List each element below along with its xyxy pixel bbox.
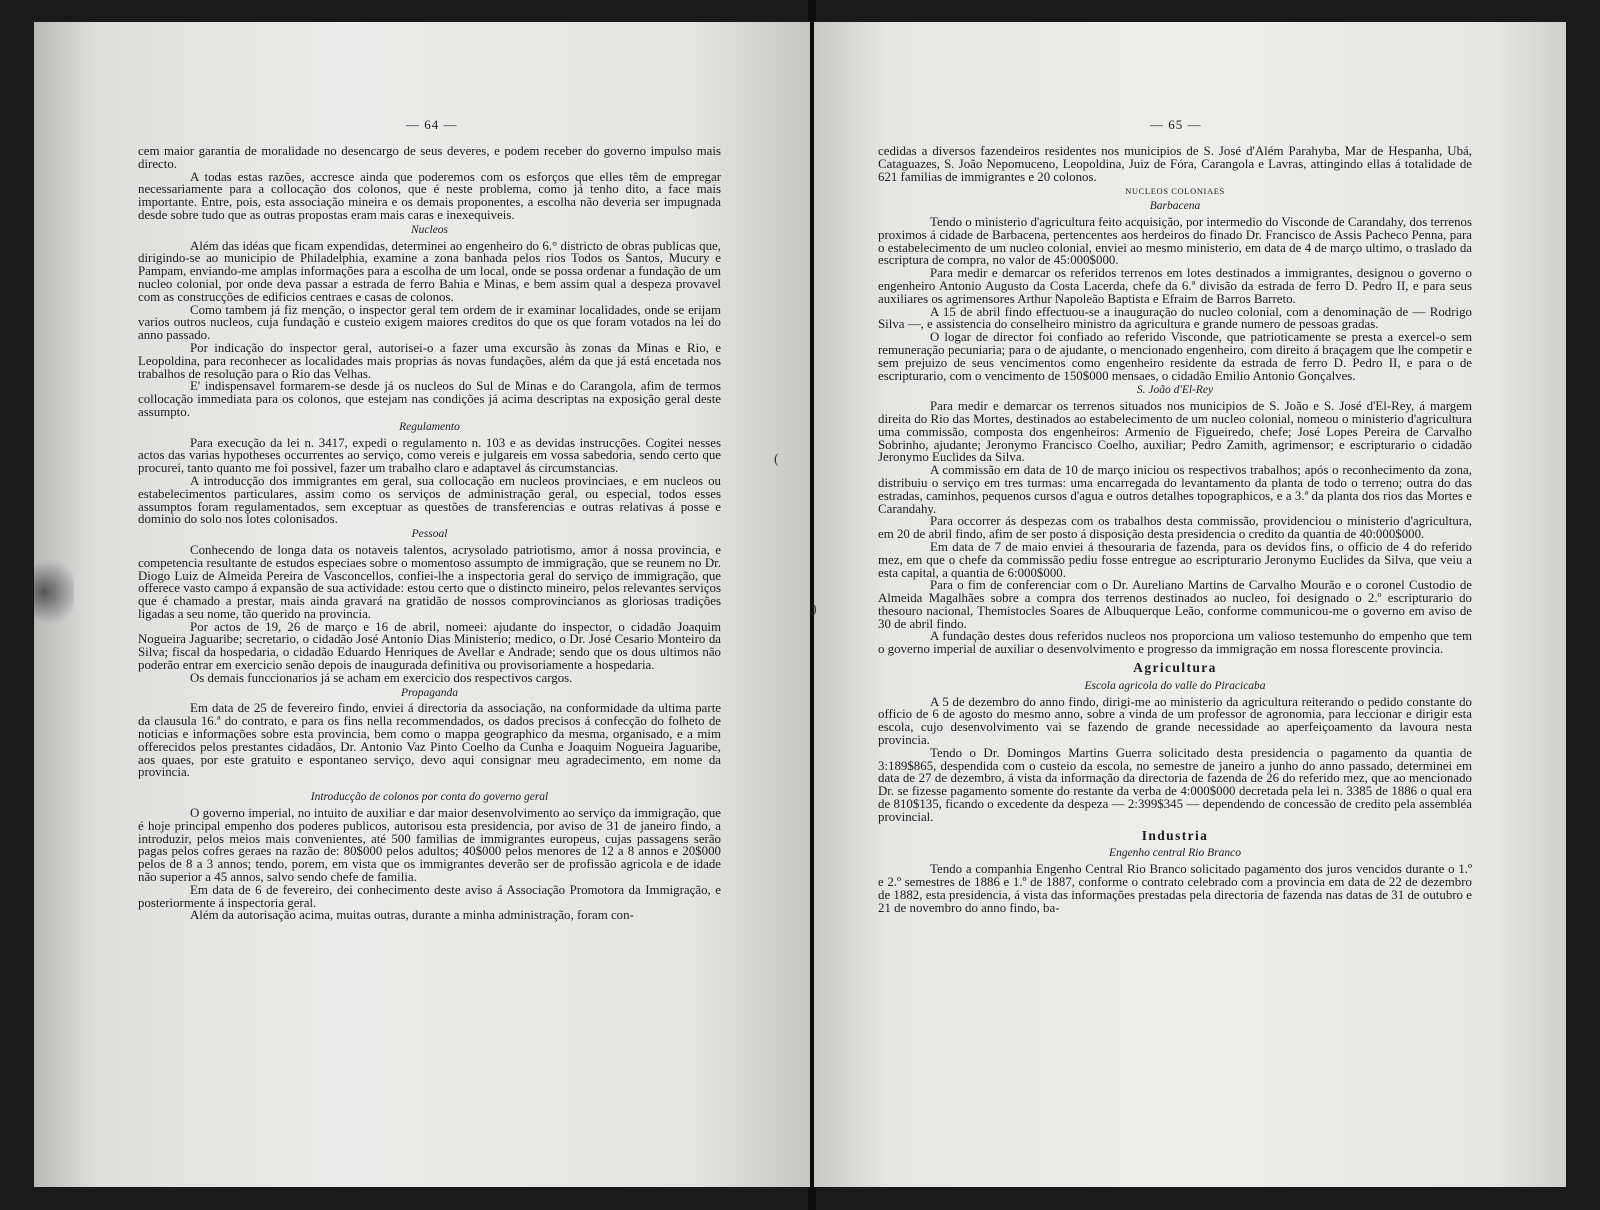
paragraph: Além da autorisação acima, muitas outras, durante a minha administração, foram con- (190, 908, 634, 923)
right-page-text (878, 145, 1472, 914)
margin-mark: ( (774, 452, 779, 467)
page-number-64: — 64 — (406, 117, 458, 132)
paragraph: A 5 de dezembro do anno findo, dirigi-me ao ministerio da agricultura reiterando o pedido constante do officio de 6 de agosto do mesmo anno, sobre a vinda de um professor de agronomia, para leccionar e dirigir esta escola, cujo desenvolvimento vai se fazendo de grande necessidade ao aperfeiçoamento da lavoura nesta provincia. (878, 694, 1472, 748)
paragraph: Para medir e demarcar os terrenos situados nos municipios de S. João e S. José d'El-Rey, á margem direita do Rio das Mortes, destinados ao estabelecimento de um nucleo colonial, nomeou o ministerio d'agricultura uma commissão, composta dos engenheiros: Armenio de Figueiredo, chefe; José Lopes Pereira de Carvalho Sobrinho, ajudante; Jeronymo Francisco Coelho, auxiliar; Pedro Zamith, agrimensor; e escripturario o cidadão Jeronymo Euclides da Silva. (878, 399, 1472, 465)
section-heading: NUCLEOS COLONIAES (1125, 186, 1225, 197)
paragraph: A introducção dos immigrantes em geral, sua collocação em nucleos provinciaes, e em nucleos ou estabelecimentos particulares, assim como os serviços de administração geral, ou especial, todos esses assumptos foram regulamentados, sem exceptuar as questões de transferencias e outras relativas á posse e dominio do solo nos lotes colonisados. (138, 473, 721, 527)
left-page-text (138, 145, 721, 922)
paragraph: Em data de 25 de fevereiro findo, enviei á directoria da associação, na conformidade da ultima parte da clausula 16.ª do contrato, e para os fins nella recommendados, os dados precisos á confecção do folheto de noticias e informações sobre esta provincia, bem como o mappa geographico da mesma, organisado, e a mim offerecidos pelos prestantes cidadãos, Dr. Antonio Vaz Pinto Coelho da Cunha e Joaquim Nogueira Jaguaribe, aos quaes, por este gratuito e espontaneo serviço, devo aqui consignar meu agradecimento, em nome da provincia. (138, 701, 721, 780)
section-heading: Introducção de colonos por conta do governo geral (310, 791, 549, 804)
paragraph: Conhecendo de longa data os notaveis talentos, acrysolado patriotismo, amor á nossa provincia, e competencia resultante de estudos especiaes sobre o momentoso assumpto de immigração, que se reunem no Dr. Diogo Luiz de Almeida Pereira de Vasconcellos, confiei-lhe a inspectoria geral do serviço de immigração, que offerece vasto campo á expansão de sua actividade: estou certo que o distincto mineiro, pelos relevantes serviços que é chamado a prestar, mais ainda gravará na gratidão de nossos comprovincianos as gloriosas tradições ligadas a seu nome, tão querido na provincia. (138, 542, 721, 621)
paragraph: A todas estas razões, accresce ainda que poderemos com os esforços que elles têm de empregar necessariamente para a collocação dos colonos, que é neste problema, como já tenho dito, a face mais importante. Entre, pois, esta associação mineira e os demais proponentes, a escolha não deveria ser impugnada desde sobre tudo que as outras propostas eram mais caras e inexequiveis. (138, 169, 721, 222)
paragraph: O logar de director foi confiado ao referido Visconde, que patrioticamente se presta a exercel-o sem remuneração pecuniaria; para o de ajudante, o mencionado engenheiro, com direito á braçagem que lhe competir e sem prejuizo de seus vencimentos como engenheiro residente da estrada de ferro D. Pedro II, e para o de escripturario, com o vencimento de 150$000 mensaes, o cidadão Emilio Antonio Gonçalves. (878, 330, 1472, 383)
section-heading: Propaganda (400, 686, 459, 699)
paragraph: Para medir e demarcar os referidos terrenos em lotes destinados a immigrantes, designou o governo o engenheiro Antonio Augusto da Costa Lacerda, chefe da 6.ª divisão da estrada de ferro D. Pedro II, e para seus auxiliares os agrimensores Arthur Napoleão Baptista e Efraim de Barros Barreto. (878, 266, 1472, 306)
margin-mark: ) (812, 602, 817, 617)
paragraph: Por actos de 19, 26 de março e 16 de abril, nomeei: ajudante do inspector, o cidadão Joaquim Nogueira Jaguaribe; secretario, o cidadão José Antonio Dias Ministerio; medico, o Dr. José Cesario Monteiro da Silva; fiscal da hospedaria, o cidadão Eduardo Henriques de Avellar e Andrade; sendo que os dous ultimos não poderão entrar em exercicio senão depois de inaugurada definitiva ou provisoriamente a hospedaria. (138, 619, 721, 673)
paragraph: Em data de 7 de maio enviei á thesouraria de fazenda, para os devidos fins, o officio de 4 do referido mez, em que o chefe da commissão pediu fosse entregue ao escripturario Jeronymo Euclides da Silva, que veiu a esta capital, a quantia de 6:000$000. (878, 539, 1472, 580)
paragraph: Tendo o ministerio d'agricultura feito acquisição, por intermedio do Visconde de Carandahy, dos terrenos proximos á cidade de Barbacena, pertencentes aos herdeiros do finado Dr. Francisco de Assis Pacheco Penna, para o estabelecimento de um nucleo colonial, enviei ao mesmo ministerio, em data de 4 de março ultimo, o traslado da escriptura de compra, no valor de 45:000$000. (878, 214, 1472, 268)
section-heading: Industria (1141, 827, 1209, 843)
binding-clip (34, 552, 74, 632)
paragraph: Tendo o Dr. Domingos Martins Guerra solicitado desta presidencia o pagamento da quantia de 3:189$865, despendida com o custeio da escola, no semestre de janeiro a junho do anno passado, determinei em data de 27 de dezembro, á vista da informação da directoria de fazenda de 26 do referido mez, que ao mencionado Dr. se fizesse pagamento somente do restante da verba de 4:000$000 decretada pela lei n. 3385 de 1886 o qual era de 810$135, ficando o excedente da despeza — 2:399$345 — dependendo de concessão de credito pela assembléa provincial. (878, 745, 1472, 824)
paragraph: Como tambem já fiz menção, o inspector geral tem ordem de ir examinar localidades, onde se erijam varios outros nucleos, cuja fundação e custeio exigem maiores creditos do que os que foram votados na lei do anno passado. (138, 302, 721, 343)
paragraph: Em data de 6 de fevereiro, dei conhecimento deste aviso á Associação Promotora da Immigração, e posteriormente á inspectoria geral. (138, 882, 721, 910)
section-heading: S. João d'El-Rey (1136, 384, 1214, 397)
section-heading: Pessoal (411, 528, 448, 541)
paragraph: Tendo a companhia Engenho Central Rio Branco solicitado pagamento dos juros vencidos durante o 1.º e 2.º semestres de 1886 e 1.º de 1887, conforme o contrato celebrado com a provincia em data de 22 de dezembro de 1882, esta presidencia, á vista das informações prestadas pela directoria de fazenda nas datas de 31 de outubro e 21 de novembro do anno findo, ba- (878, 862, 1472, 915)
paragraph: Os demais funccionarios já se acham em exercicio dos respectivos cargos. (190, 670, 573, 685)
paragraph: A fundação destes dous referidos nucleos nos proporciona um valioso testemunho do empenho que tem o governo imperial de auxiliar o desenvolvimento e progresso da immigração em nossa florescente provincia. (878, 629, 1472, 657)
paragraph: Para execução da lei n. 3417, expedi o regulamento n. 103 e as devidas instrucções. Cogitei nesses actos das varias hypotheses occurrentes ao serviço, como vereis e julgareis em vossa sabedoria, sendo certo que procurei, tanto quanto me foi possivel, fazer um trabalho claro e adaptavel ás circumstancias. (138, 435, 721, 476)
paragraph: Para o fim de conferenciar com o Dr. Aureliano Martins de Carvalho Mourão e o coronel Custodio de Almeida Magalhães sobre a compra dos terrenos destinados ao nucleo, foi designado o 2.º escripturario do thesouro nacional, Themistocles Soares de Albuquerque Leão, conforme communicou-me o governo em aviso de 30 de abril findo. (878, 578, 1472, 631)
section-heading: Escola agricola do valle do Piracicaba (1084, 679, 1266, 692)
section-heading: Barbacena (1149, 200, 1201, 213)
paragraph: Além das idéas que ficam expendidas, determinei ao engenheiro do 6.° districto de obras publicas que, dirigindo-se ao municipio de Philadelphia, examine a zona banhada pelos rios Todos os Santos, Mucury e Pampam, enviando-me amplas informações para a escolha de um local, onde se possa ordenar a fundação de um nucleo colonial, por onde deva passar a estrada de ferro Bahia e Minas, e bem assim qual a despeza provavel com as construcções de edificios centraes e casas de colonos. (138, 238, 721, 304)
section-heading: Nucleos (410, 223, 449, 236)
paragraph: A commissão em data de 10 de março iniciou os respectivos trabalhos; após o reconhecimento da zona, distribuiu o serviço em tres turmas: uma encarregada do levantamento da planta de todo o terreno; outra do das estradas, caminhos, pequenos cursos d'agua e outros detalhes topographicos, e a 3.ª da planta dos rios das Mortes e Carandahy. (878, 463, 1472, 516)
right-page (814, 22, 1566, 1187)
paragraph: Para occorrer ás despezas com os trabalhos desta commissão, providenciou o ministerio d'agricultura, em 20 de abril findo, afim de ser posto á disposição desta presidencia o credito da quantia de 40:000$000. (878, 514, 1472, 542)
section-heading: Engenho central Rio Branco (1109, 847, 1241, 860)
page-number-65: — 65 — (1150, 117, 1202, 132)
paragraph: Por indicação do inspector geral, autorisei-o a fazer uma excursão às zonas da Minas e Rio, e Leopoldina, para reconhecer as localidades mais proprias ás novas fundações, além da que já está encetada nos trabalhos de resolução para o Rio das Velhas. (138, 340, 721, 381)
paragraph: O governo imperial, no intuito de auxiliar e dar maior desenvolvimento ao serviço da immigração, que é hoje principal empenho dos poderes publicos, autorisou esta presidencia, por aviso de 31 de janeiro findo, a introduzir, pelos meios mais convenientes, até 500 familias de immigrantes europeus, cujas passagens serão pagas pelos cofres geraes na razão de: 80$000 pelos adultos; 40$000 pelos menores de 12 a 8 annos e 20$000 pelos de 8 a 3 annos; tendo, porem, em vista que os immigrantes deverão ser de profissão agricola e de idade não superior a 45 annos, salvo sendo chefe de familia. (138, 806, 721, 885)
paragraph: cem maior garantia de moralidade no desencargo de seus deveres, e podem receber do governo impulso mais directo. (138, 144, 721, 171)
paragraph: cedidas a diversos fazendeiros residentes nos municipios de S. José d'Além Parahyba, Mar de Hespanha, Ubá, Cataguazes, S. João Nepomuceno, Leopoldina, Juiz de Fóra, Carangola e Lavras, attingindo ellas á totalidade de 621 familias de immigrantes e 20 colonos. (878, 144, 1472, 184)
paragraph: A 15 de abril findo effectuou-se a inauguração do nucleo colonial, com a denominação de — Rodrigo Silva —, e assistencia do conselheiro ministro da agricultura e grande numero de pessoas gradas. (878, 304, 1472, 332)
left-page (34, 22, 810, 1187)
section-heading: Regulamento (399, 420, 460, 433)
paragraph: E' indispensavel formarem-se desde já os nucleos do Sul de Minas e do Carangola, afim de termos collocação immediata para os colonos, que estejam nas condições já acima descriptas na exposição geral deste assumpto. (138, 379, 721, 419)
spacer (138, 779, 721, 789)
section-heading: Agricultura (1133, 660, 1217, 676)
